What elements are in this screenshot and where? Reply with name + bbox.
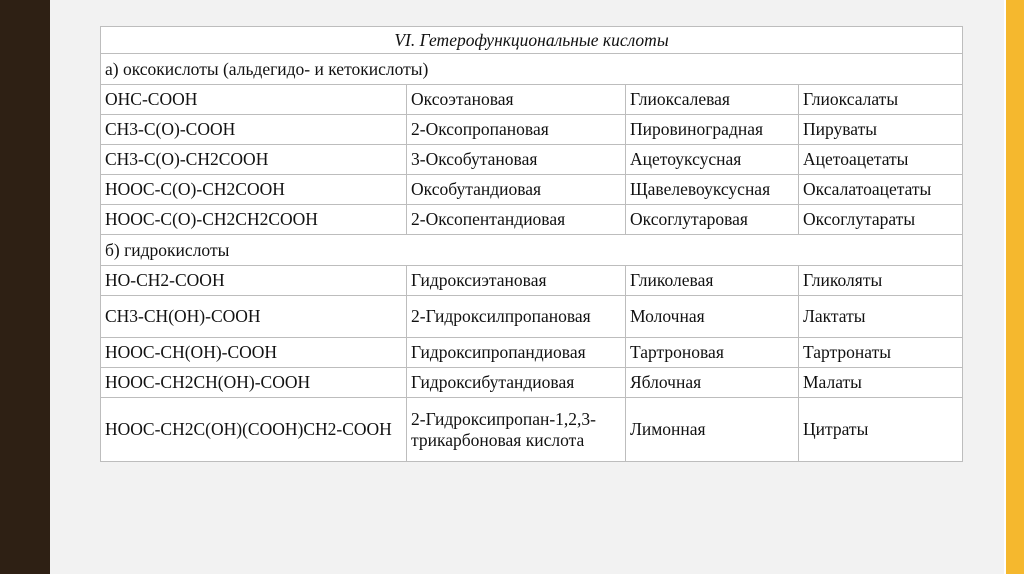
trivial-name-cell: Оксоглутаровая bbox=[626, 205, 799, 235]
formula-cell: HOOC-C(O)-CH2COOH bbox=[101, 175, 407, 205]
salts-name-cell: Малаты bbox=[799, 368, 963, 398]
trivial-name-cell: Глиоксалевая bbox=[626, 85, 799, 115]
salts-name-cell: Гликоляты bbox=[799, 266, 963, 296]
iupac-name-cell: 2-Гидроксилпропановая bbox=[407, 296, 626, 338]
formula-cell: CH3-C(O)-COOH bbox=[101, 115, 407, 145]
section-b-heading: б) гидрокислоты bbox=[101, 235, 963, 266]
table-row bbox=[101, 145, 963, 175]
formula-cell: HOOC-CH2C(OH)(COOH)CH2-COOH bbox=[101, 398, 407, 462]
table-row bbox=[101, 338, 963, 368]
formula-cell: HO-CH2-COOH bbox=[101, 266, 407, 296]
section-a-heading: а) оксокислоты (альдегидо- и кетокислоты) bbox=[101, 54, 963, 85]
trivial-name-cell: Гликолевая bbox=[626, 266, 799, 296]
table-row bbox=[101, 368, 963, 398]
formula-cell: HOOC-CH2CH(OH)-COOH bbox=[101, 368, 407, 398]
trivial-name-cell: Лимонная bbox=[626, 398, 799, 462]
accent-bar bbox=[1006, 0, 1024, 574]
table-row bbox=[101, 175, 963, 205]
table-row bbox=[101, 85, 963, 115]
iupac-name-cell: Гидроксипропандиовая bbox=[407, 338, 626, 368]
iupac-name-cell: 2-Оксопентандиовая bbox=[407, 205, 626, 235]
iupac-name-cell: Оксобутандиовая bbox=[407, 175, 626, 205]
salts-name-cell: Лактаты bbox=[799, 296, 963, 338]
salts-name-cell: Глиоксалаты bbox=[799, 85, 963, 115]
table-row bbox=[101, 398, 963, 462]
table-title: VI. Гетерофункциональные кислоты bbox=[101, 27, 963, 54]
acids-table-container bbox=[100, 26, 962, 462]
iupac-name-cell: Оксоэтановая bbox=[407, 85, 626, 115]
salts-name-cell: Оксалатоацетаты bbox=[799, 175, 963, 205]
trivial-name-cell: Ацетоуксусная bbox=[626, 145, 799, 175]
salts-name-cell: Пируваты bbox=[799, 115, 963, 145]
iupac-name-cell: Гидроксиэтановая bbox=[407, 266, 626, 296]
salts-name-cell: Тартронаты bbox=[799, 338, 963, 368]
table-row bbox=[101, 205, 963, 235]
formula-cell: CH3-C(O)-CH2COOH bbox=[101, 145, 407, 175]
iupac-name-cell: 2-Оксопропановая bbox=[407, 115, 626, 145]
table-row bbox=[101, 296, 963, 338]
trivial-name-cell: Молочная bbox=[626, 296, 799, 338]
salts-name-cell: Цитраты bbox=[799, 398, 963, 462]
iupac-name-cell: 2-Гидроксипропан-1,2,3-трикарбоновая кислота bbox=[407, 398, 626, 462]
iupac-name-cell: Гидроксибутандиовая bbox=[407, 368, 626, 398]
formula-cell: HOOC-CH(OH)-COOH bbox=[101, 338, 407, 368]
trivial-name-cell: Яблочная bbox=[626, 368, 799, 398]
formula-cell: CH3-CH(OH)-COOH bbox=[101, 296, 407, 338]
trivial-name-cell: Щавелевоуксусная bbox=[626, 175, 799, 205]
salts-name-cell: Оксоглутараты bbox=[799, 205, 963, 235]
trivial-name-cell: Тартроновая bbox=[626, 338, 799, 368]
trivial-name-cell: Пировиноградная bbox=[626, 115, 799, 145]
salts-name-cell: Ацетоацетаты bbox=[799, 145, 963, 175]
table-row bbox=[101, 115, 963, 145]
iupac-name-cell: 3-Оксобутановая bbox=[407, 145, 626, 175]
table-row bbox=[101, 266, 963, 296]
formula-cell: HOOC-C(O)-CH2CH2COOH bbox=[101, 205, 407, 235]
acids-table bbox=[100, 26, 963, 462]
formula-cell: OHC-COOH bbox=[101, 85, 407, 115]
